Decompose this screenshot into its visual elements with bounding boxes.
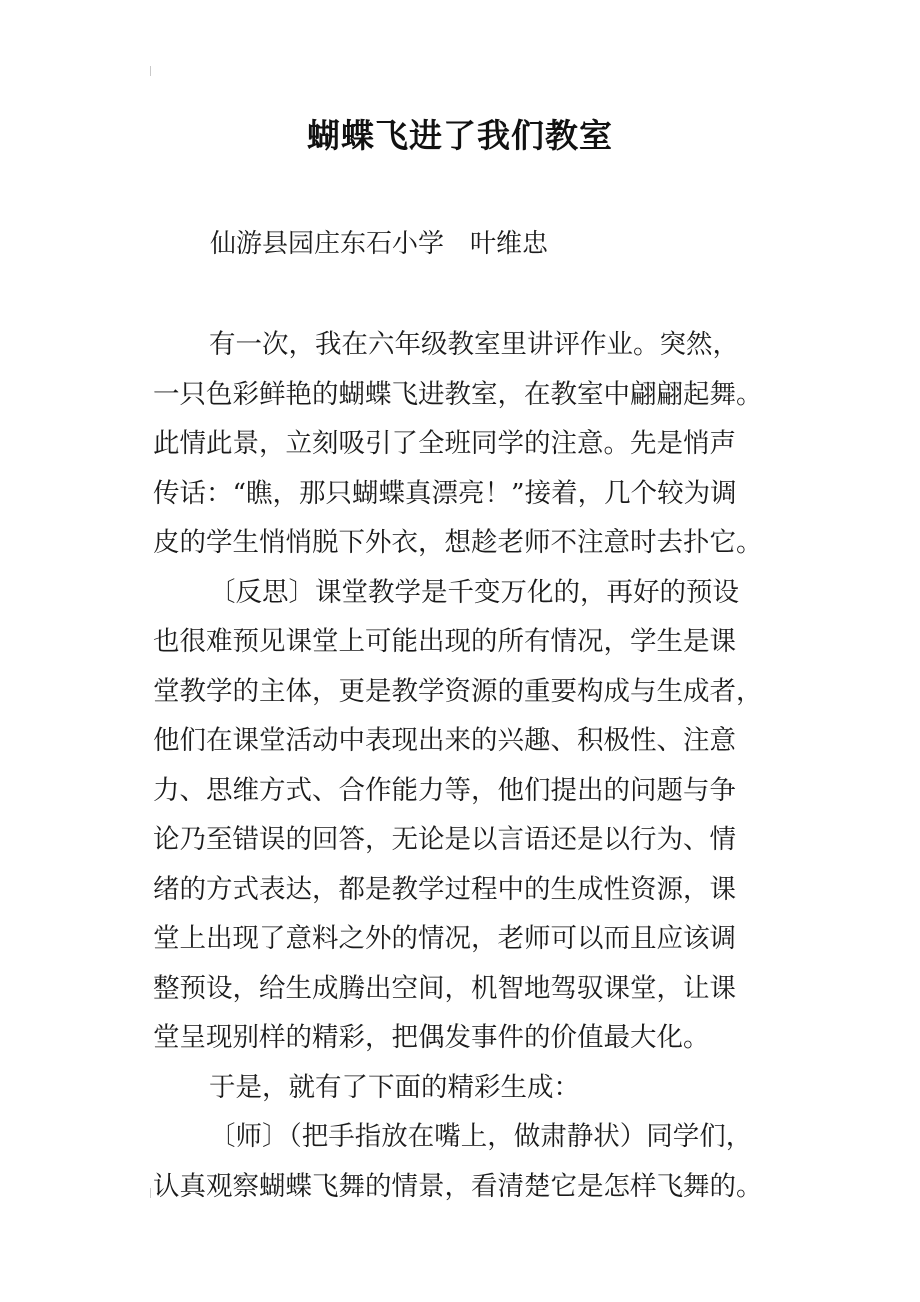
text-line: 堂教学的主体，更是教学资源的重要构成与生成者， xyxy=(153,675,763,707)
text-line: 堂呈现别样的精彩，把偶发事件的价值最大化。 xyxy=(153,1022,710,1053)
text-line: 堂上出现了意料之外的情况，老师可以而且应该调 xyxy=(153,923,736,954)
text-line: 传话：“瞧，那只蝴蝶真漂亮！”接着，几个较为调 xyxy=(153,477,737,509)
text-line: 于是，就有了下面的精彩生成： xyxy=(209,1071,580,1103)
text-line: 认真观察蝴蝶飞舞的情景，看清楚它是怎样飞舞的。 xyxy=(153,1170,763,1202)
text-line: 〔反思〕课堂教学是千变万化的，再好的预设 xyxy=(209,576,739,608)
corner-crop-mark xyxy=(150,66,157,76)
corner-crop-mark xyxy=(150,1188,157,1198)
text-line: 此情此景，立刻吸引了全班同学的注意。先是悄声 xyxy=(153,428,736,459)
text-line: 整预设，给生成腾出空间，机智地驾驭课堂，让课 xyxy=(153,972,736,1004)
author-line: 仙游县园庄东石小学 叶维忠 xyxy=(210,229,549,259)
text-line: 也很难预见课堂上可能出现的所有情况，学生是课 xyxy=(153,626,736,657)
text-line: 有一次，我在六年级教室里讲评作业。突然， xyxy=(209,329,739,360)
text-line: 〔师〕（把手指放在嘴上，做肃静状）同学们， xyxy=(209,1121,753,1152)
body-text xyxy=(153,320,793,1211)
page-title: 蝴蝶飞进了我们教室 xyxy=(307,116,613,155)
text-line: 绪的方式表达，都是教学过程中的生成性资源，课 xyxy=(153,873,736,905)
text-line: 力、思维方式、合作能力等，他们提出的问题与争 xyxy=(153,774,736,806)
text-line: 皮的学生悄悄脱下外衣，想趁老师不注意时去扑它。 xyxy=(153,527,763,558)
text-line: 一只色彩鲜艳的蝴蝶飞进教室，在教室中翩翩起舞。 xyxy=(153,378,763,410)
text-line: 他们在课堂活动中表现出来的兴趣、积极性、注意 xyxy=(153,725,736,756)
text-line: 论乃至错误的回答，无论是以言语还是以行为、情 xyxy=(153,824,736,855)
